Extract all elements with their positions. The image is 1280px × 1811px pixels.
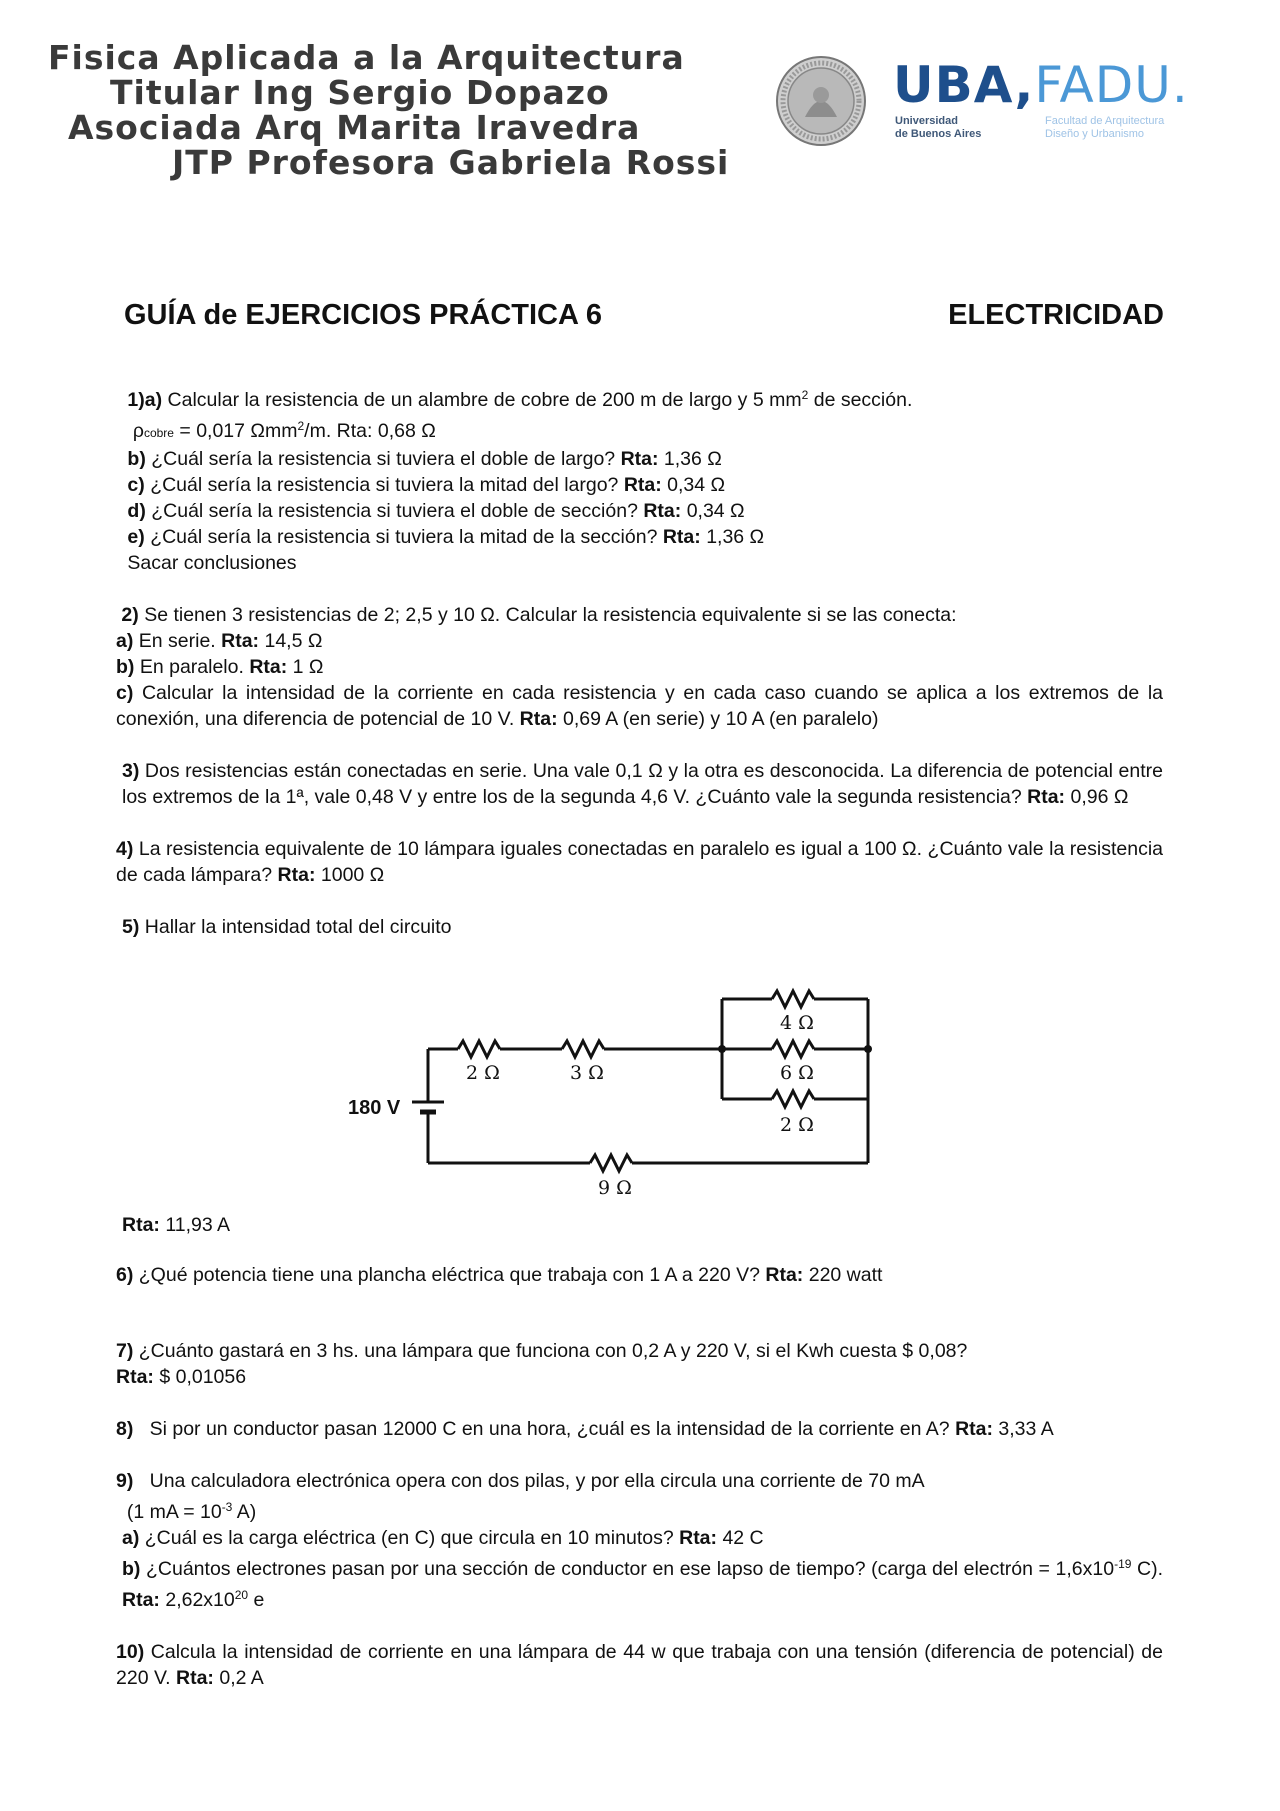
resistor-2-ohm-parallel (772, 1091, 814, 1107)
course-header (48, 40, 729, 180)
exercise-1-d: d) ¿Cuál sería la resistencia si tuviera el doble de sección? Rta: 0,34 Ω (127, 500, 745, 522)
exercise-5: 5) Hallar la intensidad total del circuito (122, 916, 452, 938)
logo-sub-right-1: Facultad de Arquitectura (1045, 115, 1165, 127)
exercise-4: 4) La resistencia equivalente de 10 lámpara iguales conectadas en paralelo es igual a 100 Ω. ¿Cuánto vale la resistencia de cada lámpara? Rta: 1000 Ω (116, 838, 1163, 886)
exercise-1-c: c) ¿Cuál sería la resistencia si tuviera la mitad del largo? Rta: 0,34 Ω (127, 474, 726, 496)
resistor-9-ohm (590, 1155, 632, 1171)
battery-icon (412, 1102, 444, 1112)
resistor-6-ohm (772, 1041, 814, 1057)
exercise-8: 8) Si por un conductor pasan 12000 C en una hora, ¿cuál es la intensidad de la corriente en A? Rta: 3,33 A (116, 1418, 1054, 1440)
exercise-5-answer: Rta: 11,93 A (122, 1214, 231, 1236)
resistor-4-ohm (772, 991, 814, 1007)
resistor-2-ohm (458, 1041, 500, 1057)
label-r-top: 4 Ω (780, 1012, 814, 1034)
exercise-10: 10) Calcula la intensidad de corriente en una lámpara de 44 w que trabaja con una tensión (diferencia de potencial) de 220 V. Rta: 0,2 A (116, 1641, 1164, 1689)
label-r-bottom: 9 Ω (598, 1177, 632, 1199)
exercise-list (116, 382, 1163, 940)
label-r-low: 2 Ω (780, 1114, 814, 1136)
exercise-1 (116, 382, 1163, 576)
voltage-label: 180 V (348, 1097, 401, 1119)
exercise-1-a: 1)a) Calcular la resistencia de un alambre de cobre de 200 m de largo y 5 $mm^2$ de sección. (127, 388, 913, 411)
logo-sub-left-2: de Buenos Aires (895, 128, 982, 140)
logo-fadu: FADU. (1034, 56, 1189, 114)
exercise-3: 3) Dos resistencias están conectadas en serie. Una vale 0,1 Ω y la otra es desconocida. La diferencia de potencial entre los extremos de la 1ª, vale 0,48 V y entre los de la segunda 4,6 V. ¿Cuánto vale la segunda resistencia? Rta: 0,96 Ω (122, 760, 1163, 808)
logo-wordmark (893, 57, 1189, 113)
header-line-titular: Titular Ing Sergio Dopazo (110, 73, 610, 112)
exercise-1-b: b) ¿Cuál sería la resistencia si tuviera el doble de largo? Rta: 1,36 Ω (127, 448, 722, 470)
header-line-jtp: JTP Profesora Gabriela Rossi (172, 143, 730, 182)
label-r-mid: 6 Ω (780, 1062, 814, 1084)
logo-sub-left-1: Universidad (895, 115, 958, 127)
uba-fadu-logo (775, 55, 1235, 165)
page-topic: ELECTRICIDAD (948, 299, 1164, 331)
exercise-7: 7) ¿Cuánto gastará en 3 hs. una lámpara que funciona con 0,2 A y 220 V, si el Kwh cuesta $ 0,08? Rta: $ 0,01056 (116, 1340, 968, 1388)
label-r1: 2 Ω (466, 1062, 500, 1084)
logo-subtitle (895, 115, 1164, 141)
exercise-2: 2) Se tienen 3 resistencias de 2; 2,5 y 10 Ω. Calcular la resistencia equivalente si se las conecta: a) En serie. Rta: 14,5 Ω b) En paralelo. Rta: 1 Ω c) Calcular la intensidad de la corriente en cada resistencia y en cada caso cuando se aplica a los extremos de la conexión, una diferencia de potencial de 10 V. Rta: 0,69 A (en serie) y 10 A (en paralelo) (116, 604, 1164, 730)
exercise-1-conclusion: Sacar conclusiones (127, 552, 297, 574)
exercise-list-2 (116, 1212, 1163, 1717)
logo-sub-right-2: Diseño y Urbanismo (1045, 128, 1145, 140)
logo-uba: UBA, (893, 56, 1035, 114)
exercise-6: 6) ¿Qué potencia tiene una plancha eléctrica que trabaja con 1 A a 220 V? Rta: 220 watt (116, 1264, 883, 1286)
resistor-3-ohm (562, 1041, 604, 1057)
page-title: GUÍA de EJERCICIOS PRÁCTICA 6 (124, 299, 603, 331)
header-line-course: Fisica Aplicada a la Arquitectura (48, 38, 685, 77)
exercise-1-rho: ρcobre = 0,017 Ωmm$^2$/m. Rta: 0,68 Ω (132, 419, 436, 442)
exercise-9: 9) Una calculadora electrónica opera con dos pilas, y por ella circula una corriente de 70 mA (1 mA = $10^{-3}$ A) a) ¿Cuál es la carga eléctrica (en C) que circula en 10 minutos? Rta: 42 C b) ¿Cuántos electrones pasan por una sección de conductor en ese lapso de tiempo? (carga del electrón = $1,6x10^{-19}$ C). Rta: $2,62x10^{20}$ e (116, 1470, 1164, 1611)
circuit-diagram (330, 975, 890, 1200)
exercise-1-e: e) ¿Cuál sería la resistencia si tuviera la mitad de la sección? Rta: 1,36 Ω (127, 526, 765, 548)
label-r2: 3 Ω (570, 1062, 604, 1084)
university-seal-icon (775, 55, 867, 147)
header-line-asociada: Asociada Arq Marita Iravedra (68, 108, 641, 147)
